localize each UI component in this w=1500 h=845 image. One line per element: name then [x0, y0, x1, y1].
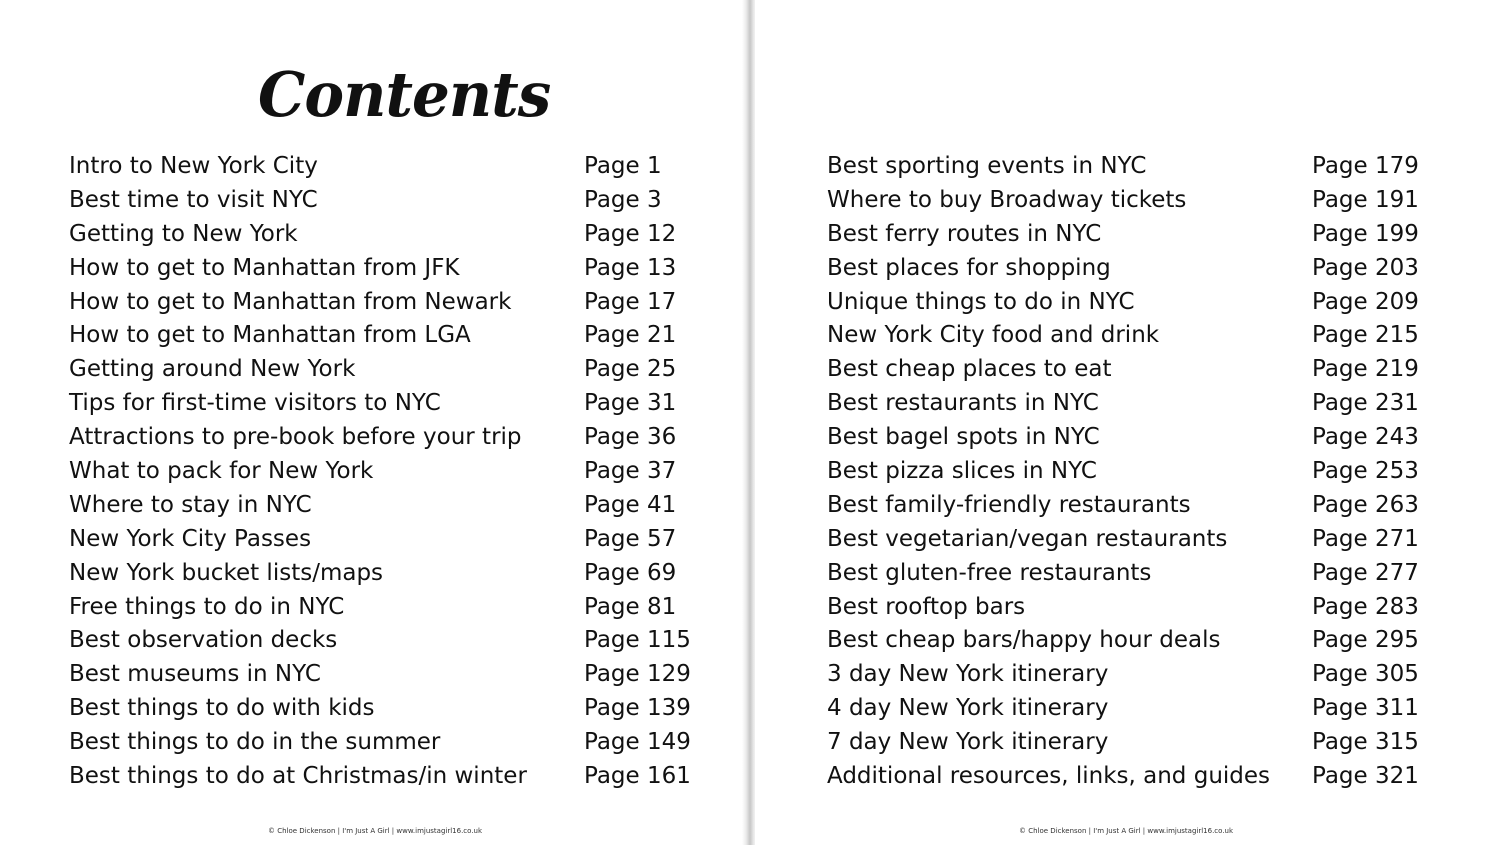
- toc-entry-page-number: Page 31: [584, 390, 677, 417]
- toc-entry-page-number: Page 203: [1312, 254, 1419, 281]
- toc-entry: [827, 353, 1467, 387]
- toc-entry-title: Attractions to pre-book before your trip: [69, 424, 522, 451]
- toc-entry-title: Best family-friendly restaurants: [827, 491, 1191, 518]
- toc-entry-page-number: Page 219: [1312, 356, 1419, 383]
- toc-entry-title: Free things to do in NYC: [69, 593, 345, 620]
- toc-entry-title: 3 day New York itinerary: [827, 661, 1109, 688]
- toc-entry: [69, 184, 709, 218]
- toc-entry: [827, 624, 1467, 658]
- toc-entry-title: Best things to do at Christmas/in winter: [69, 763, 527, 790]
- toc-entry: [827, 692, 1467, 726]
- toc-entry: [69, 319, 709, 353]
- toc-entry-page-number: Page 37: [584, 458, 677, 485]
- toc-entry-title: 7 day New York itinerary: [827, 729, 1109, 756]
- toc-entry: [69, 421, 709, 455]
- toc-entry: [69, 726, 709, 760]
- toc-entry: [827, 760, 1467, 794]
- toc-entry-title: Best gluten-free restaurants: [827, 559, 1152, 586]
- toc-entry-title: What to pack for New York: [69, 458, 374, 485]
- toc-entry: [69, 252, 709, 286]
- toc-entry: [69, 591, 709, 625]
- toc-entry-page-number: Page 243: [1312, 424, 1419, 451]
- toc-entry-title: Best cheap places to eat: [827, 356, 1112, 383]
- toc-entry-page-number: Page 139: [584, 695, 691, 722]
- toc-entry: [69, 455, 709, 489]
- toc-entry-page-number: Page 209: [1312, 288, 1419, 315]
- toc-entry: [827, 591, 1467, 625]
- toc-entry: [69, 658, 709, 692]
- toc-entry-title: Best restaurants in NYC: [827, 390, 1099, 417]
- toc-entry: [69, 692, 709, 726]
- toc-list-left: [69, 150, 709, 794]
- toc-entry-title: Best ferry routes in NYC: [827, 220, 1102, 247]
- toc-entry-page-number: Page 191: [1312, 186, 1419, 213]
- toc-entry-page-number: Page 41: [584, 491, 677, 518]
- toc-entry-title: Unique things to do in NYC: [827, 288, 1135, 315]
- toc-entry-title: How to get to Manhattan from JFK: [69, 254, 460, 281]
- toc-entry-title: Where to stay in NYC: [69, 491, 312, 518]
- toc-entry-page-number: Page 129: [584, 661, 691, 688]
- toc-entry-page-number: Page 21: [584, 322, 677, 349]
- toc-entry: [69, 760, 709, 794]
- toc-entry-title: Best time to visit NYC: [69, 186, 318, 213]
- toc-entry: [69, 150, 709, 184]
- toc-entry: [69, 489, 709, 523]
- toc-entry-title: Tips for first-time visitors to NYC: [69, 390, 441, 417]
- toc-entry: [69, 353, 709, 387]
- toc-entry-page-number: Page 1: [584, 153, 662, 179]
- toc-entry-title: Best vegetarian/vegan restaurants: [827, 525, 1228, 552]
- toc-entry-title: Best cheap bars/happy hour deals: [827, 627, 1221, 654]
- toc-entry-title: Best pizza slices in NYC: [827, 458, 1097, 485]
- toc-entry: [827, 218, 1467, 252]
- toc-list-right: [827, 150, 1467, 794]
- toc-entry-page-number: Page 231: [1312, 390, 1419, 417]
- toc-entry-page-number: Page 3: [584, 186, 662, 213]
- toc-entry-page-number: Page 161: [584, 763, 691, 790]
- toc-entry-page-number: Page 17: [584, 288, 677, 315]
- right-page: [755, 0, 1500, 845]
- toc-entry-page-number: Page 25: [584, 356, 677, 383]
- toc-entry-page-number: Page 13: [584, 254, 677, 281]
- toc-entry-title: Best observation decks: [69, 627, 338, 654]
- toc-entry-title: Getting to New York: [69, 220, 298, 247]
- toc-entry-page-number: Page 311: [1312, 695, 1419, 722]
- toc-entry: [827, 658, 1467, 692]
- toc-entry-page-number: Page 321: [1312, 763, 1419, 790]
- toc-entry-page-number: Page 12: [584, 220, 677, 247]
- toc-entry-title: Best things to do in the summer: [69, 729, 441, 756]
- toc-entry-page-number: Page 57: [584, 525, 677, 552]
- toc-entry-title: Intro to New York City: [69, 153, 318, 179]
- toc-entry-title: Where to buy Broadway tickets: [827, 186, 1187, 213]
- toc-entry-title: Getting around New York: [69, 356, 356, 383]
- toc-entry-title: Best bagel spots in NYC: [827, 424, 1100, 451]
- footer-copyright-right: © Chloe Dickenson | I'm Just A Girl | www.imjustagirl16.co.uk: [1019, 827, 1234, 835]
- toc-entry: [69, 387, 709, 421]
- left-page: [0, 0, 745, 845]
- page-title: Contents: [258, 57, 551, 131]
- toc-entry-page-number: Page 81: [584, 593, 677, 620]
- toc-entry-page-number: Page 115: [584, 627, 691, 654]
- toc-entry-title: Additional resources, links, and guides: [827, 763, 1271, 790]
- toc-entry-page-number: Page 315: [1312, 729, 1419, 756]
- toc-entry: [827, 557, 1467, 591]
- toc-entry-title: New York bucket lists/maps: [69, 559, 384, 586]
- toc-entry: [827, 150, 1467, 184]
- toc-entry-page-number: Page 263: [1312, 491, 1419, 518]
- toc-entry-title: 4 day New York itinerary: [827, 695, 1109, 722]
- toc-entry: [69, 523, 709, 557]
- toc-entry-page-number: Page 199: [1312, 220, 1419, 247]
- toc-entry-page-number: Page 305: [1312, 661, 1419, 688]
- toc-entry-page-number: Page 215: [1312, 322, 1419, 349]
- toc-entry: [827, 489, 1467, 523]
- toc-entry-title: New York City food and drink: [827, 322, 1160, 349]
- toc-entry-title: How to get to Manhattan from LGA: [69, 322, 471, 349]
- toc-entry-page-number: Page 179: [1312, 153, 1419, 179]
- footer-copyright-left: © Chloe Dickenson | I'm Just A Girl | www.imjustagirl16.co.uk: [268, 827, 483, 835]
- toc-entry-page-number: Page 283: [1312, 593, 1419, 620]
- toc-entry: [69, 286, 709, 320]
- toc-entry-page-number: Page 277: [1312, 559, 1419, 586]
- toc-entry: [827, 455, 1467, 489]
- toc-entry-title: Best rooftop bars: [827, 593, 1026, 620]
- toc-entry-title: Best museums in NYC: [69, 661, 321, 688]
- toc-entry: [827, 319, 1467, 353]
- toc-entry-page-number: Page 295: [1312, 627, 1419, 654]
- toc-entry-title: Best things to do with kids: [69, 695, 375, 722]
- toc-entry-title: Best sporting events in NYC: [827, 153, 1147, 179]
- toc-entry-page-number: Page 149: [584, 729, 691, 756]
- toc-entry-page-number: Page 69: [584, 559, 677, 586]
- toc-entry: [827, 726, 1467, 760]
- toc-entry: [827, 286, 1467, 320]
- toc-entry: [827, 421, 1467, 455]
- toc-entry: [69, 557, 709, 591]
- toc-entry: [827, 523, 1467, 557]
- toc-entry-page-number: Page 36: [584, 424, 677, 451]
- toc-entry: [69, 624, 709, 658]
- toc-entry-title: How to get to Manhattan from Newark: [69, 288, 512, 315]
- toc-entry-page-number: Page 253: [1312, 458, 1419, 485]
- toc-entry: [827, 387, 1467, 421]
- toc-entry: [827, 252, 1467, 286]
- toc-entry-title: New York City Passes: [69, 525, 312, 552]
- toc-entry: [827, 184, 1467, 218]
- toc-entry-page-number: Page 271: [1312, 525, 1419, 552]
- toc-entry-title: Best places for shopping: [827, 254, 1111, 281]
- toc-entry: [69, 218, 709, 252]
